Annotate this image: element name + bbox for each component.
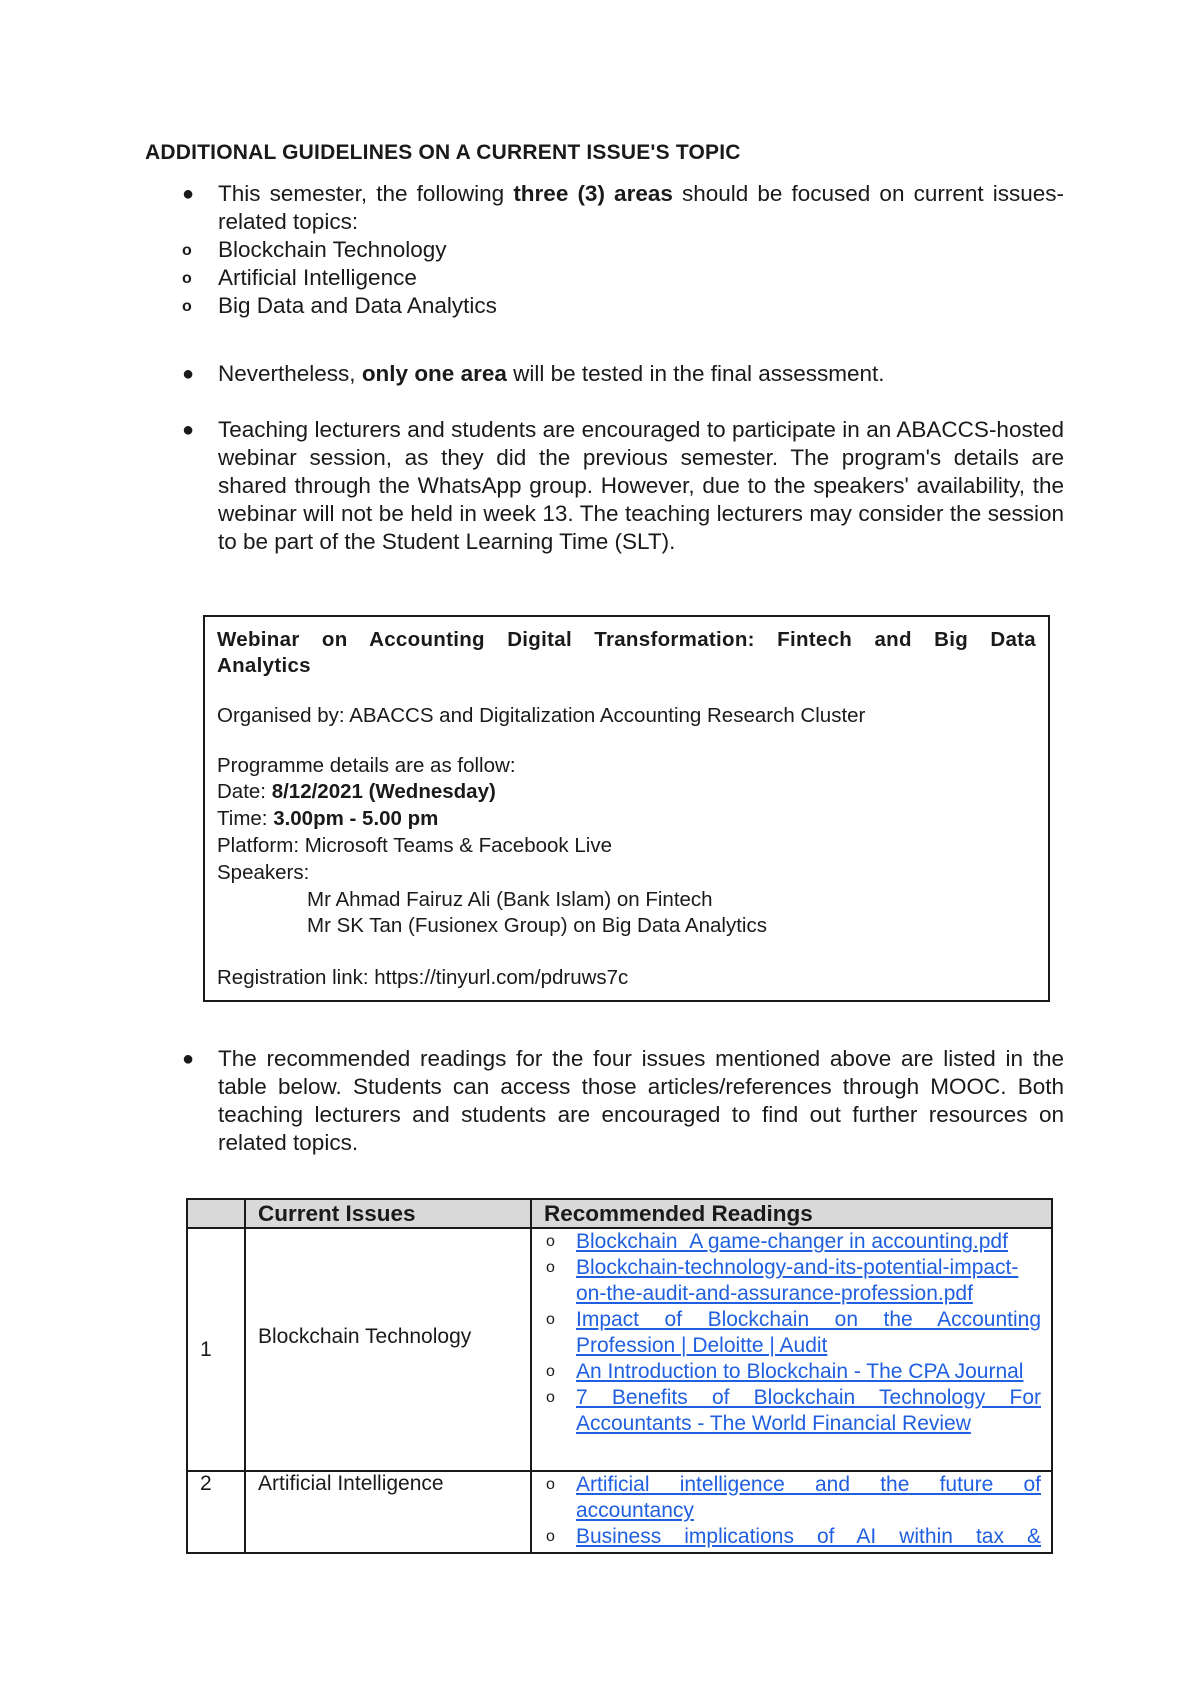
webinar-speakers-label	[217, 860, 1036, 887]
time-label: Time:	[217, 807, 274, 830]
table-row	[187, 1228, 1052, 1471]
bullet-marker: ●	[182, 419, 195, 441]
bullet-text-bold: three (3) areas	[513, 181, 673, 206]
readings-table	[186, 1198, 1053, 1554]
webinar-time	[217, 806, 1036, 833]
list-marker: o	[546, 1528, 555, 1545]
reading-link[interactable]: Artificial intelligence and the future of accountancy	[576, 1473, 1041, 1522]
webinar-platform	[217, 833, 1036, 860]
webinar-title-line2: Analytics	[217, 654, 311, 677]
list-item	[145, 292, 1064, 320]
reading-link[interactable]: Blockchain_A game-changer in accounting.pdf	[576, 1230, 1008, 1253]
webinar-box	[203, 615, 1050, 1002]
list-marker: o	[546, 1311, 555, 1328]
header-recommended-readings: Recommended Readings	[531, 1199, 1052, 1228]
table-header-row	[187, 1199, 1052, 1228]
page-title: ADDITIONAL GUIDELINES ON A CURRENT ISSUE'S TOPIC	[145, 141, 741, 164]
reading-link[interactable]: Impact of Blockchain on the Accounting Profession | Deloitte | Audit	[576, 1308, 1041, 1357]
list-marker: o	[182, 298, 192, 315]
list-marker: o	[182, 270, 192, 287]
area-label: Artificial Intelligence	[218, 265, 417, 290]
area-label: Blockchain Technology	[218, 237, 447, 262]
list-item	[532, 1385, 1051, 1437]
row-readings	[531, 1471, 1052, 1553]
list-marker: o	[546, 1363, 555, 1380]
platform-text: Platform: Microsoft Teams & Facebook Live	[217, 834, 612, 857]
speakers-label: Speakers:	[217, 861, 310, 884]
row-issue: Blockchain Technology	[245, 1228, 531, 1471]
row-issue: Artificial Intelligence	[245, 1471, 531, 1553]
bullet-marker: ●	[182, 183, 195, 205]
header-current-issues: Current Issues	[245, 1199, 531, 1228]
bullet-text: Teaching lecturers and students are encouraged to participate in an ABACCS-hosted webinar session, as they did the previous semester. The program's details are shared through the WhatsApp group. However, due to the speakers' availability, the webinar will not be held in week 13. The teaching lecturers may consider the session to be part of the Student Learning Time (SLT).	[218, 417, 1064, 554]
time-value: 3.00pm - 5.00 pm	[273, 807, 439, 830]
webinar-details-intro: Programme details are as follow:	[217, 754, 516, 777]
date-value: 8/12/2021 (Wednesday)	[271, 780, 496, 803]
bullet-marker: ●	[182, 1048, 195, 1070]
webinar-organiser: Organised by: ABACCS and Digitalization Accounting Research Cluster	[217, 704, 866, 727]
bullet-text-post: will be tested in the final assessment.	[506, 361, 885, 386]
speaker-item: Mr SK Tan (Fusionex Group) on Big Data Analytics	[307, 914, 767, 937]
webinar-registration	[217, 965, 1036, 992]
bullet-assessment	[182, 360, 1064, 388]
list-marker: o	[182, 242, 192, 259]
list-item	[532, 1229, 1051, 1255]
focus-areas-list	[145, 236, 1064, 320]
list-item	[532, 1359, 1051, 1385]
area-label: Big Data and Data Analytics	[218, 293, 497, 318]
reading-link[interactable]: 7 Benefits of Blockchain Technology For Accountants - The World Financial Review	[576, 1386, 1041, 1435]
row-number: 1	[187, 1228, 245, 1471]
reading-link[interactable]: An Introduction to Blockchain - The CPA Journal	[576, 1360, 1024, 1383]
date-label: Date:	[217, 780, 272, 803]
registration-text: Registration link: https://tinyurl.com/pdruws7c	[217, 966, 629, 989]
bullet-marker: ●	[182, 363, 195, 385]
list-item	[145, 236, 1064, 264]
list-marker: o	[546, 1259, 555, 1276]
bullet-text-bold: only one area	[361, 361, 507, 386]
bullet-text-pre: This semester, the following	[218, 181, 514, 206]
bullet-text-pre: Nevertheless,	[218, 361, 362, 386]
bullet-webinar-info	[182, 416, 1064, 556]
bullet-focus-areas	[182, 180, 1064, 320]
reading-link[interactable]: Business implications of AI within tax &	[576, 1525, 1041, 1548]
bullet-readings-info	[182, 1045, 1064, 1157]
list-item	[532, 1307, 1051, 1359]
webinar-title-line1: Webinar on Accounting Digital Transformation: Fintech and Big Data	[217, 628, 1036, 651]
row-readings	[531, 1228, 1052, 1471]
list-item	[532, 1472, 1051, 1524]
webinar-date	[217, 779, 1036, 806]
readings-list	[532, 1229, 1051, 1437]
header-number	[187, 1199, 245, 1228]
readings-list	[532, 1472, 1051, 1550]
list-marker: o	[546, 1476, 555, 1493]
bullet-text-post: should be focused on current issues-related topics:	[218, 181, 1064, 234]
list-item	[532, 1524, 1051, 1550]
bullet-text: The recommended readings for the four issues mentioned above are listed in the table below. Students can access those articles/references through MOOC. Both teaching lecturers and students are encouraged to find out further resources on related topics.	[218, 1046, 1064, 1155]
list-marker: o	[546, 1233, 555, 1250]
list-item	[532, 1255, 1051, 1307]
row-number: 2	[187, 1471, 245, 1553]
reading-link[interactable]: Blockchain-technology-and-its-potential-impact-on-the-audit-and-assurance-profession.pdf	[576, 1256, 1019, 1305]
list-item	[145, 264, 1064, 292]
speaker-item: Mr Ahmad Fairuz Ali (Bank Islam) on Fintech	[307, 888, 713, 911]
list-marker: o	[546, 1389, 555, 1406]
table-row	[187, 1471, 1052, 1553]
